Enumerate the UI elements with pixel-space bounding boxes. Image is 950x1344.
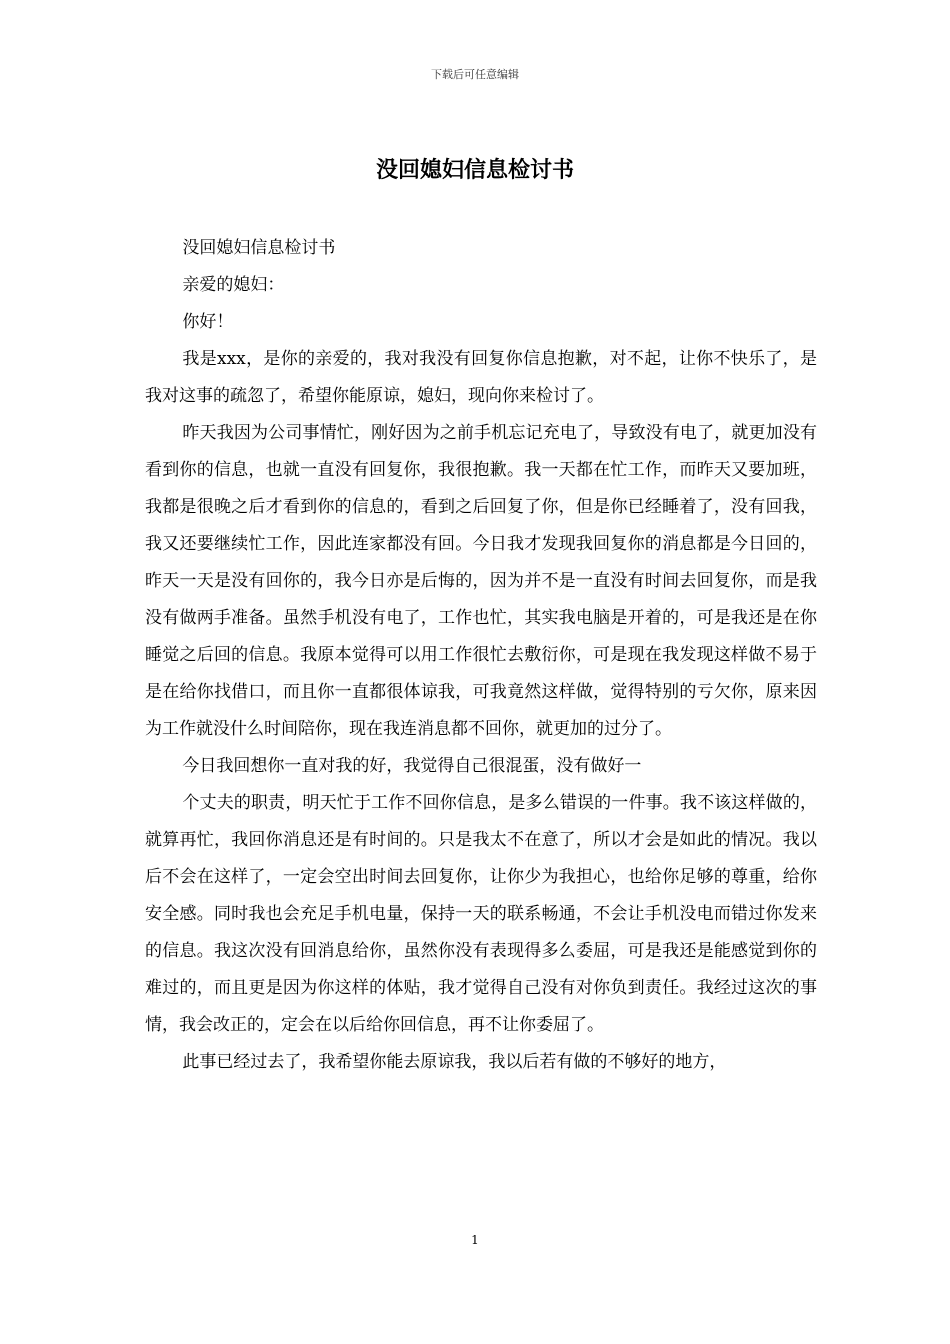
paragraph-greeting: 你好！ xyxy=(182,312,234,332)
paragraph-subtitle: 没回媳妇信息检讨书 xyxy=(182,238,336,258)
paragraph-reflection: 今日我回想你一直对我的好，我觉得自己很混蛋，没有做好一 xyxy=(182,756,642,776)
paragraph-salutation: 亲爱的媳妇： xyxy=(182,275,285,295)
header-note: 下载后可任意编辑 xyxy=(431,68,519,81)
paragraph-promise: 个丈夫的职责，明天忙于工作不回你信息，是多么错误的一件事。我不该这样做的，就算再忙，我回你消息还是有时间的。只是我太不在意了，所以才会是如此的情况。我以后不会在这样了，一定会空出时间去回复你，让你少为我担心，也给你足够的尊重，给你安全感。同时我也会充足手机电量，保持一天的联系畅通，不会让手机没电而错过你发来的信息。我这次没有回消息给你，虽然你没有表现得多么委屈，可是我还是能感觉到你的难过的，而且更是因为你这样的体贴，我才觉得自己没有对你负到责任。我经过这次的事情，我会改正的，定会在以后给你回信息，再不让你委屈了。 xyxy=(145,793,817,1035)
document-body xyxy=(145,230,817,1081)
paragraph-closing: 此事已经过去了，我希望你能去原谅我，我以后若有做的不够好的地方， xyxy=(182,1052,727,1072)
document-title: 没回媳妇信息检讨书 xyxy=(375,157,574,183)
paragraph-intro: 我是xxx，是你的亲爱的，我对我没有回复你信息抱歉，对不起，让你不快乐了，是我对这事的疏忽了，希望你能原谅，媳妇，现向你来检讨了。 xyxy=(145,349,817,406)
paragraph-explanation: 昨天我因为公司事情忙，刚好因为之前手机忘记充电了，导致没有电了，就更加没有看到你的信息，也就一直没有回复你，我很抱歉。我一天都在忙工作，而昨天又要加班，我都是很晚之后才看到你的信息的，看到之后回复了你，但是你已经睡着了，没有回我，我又还要继续忙工作，因此连家都没有回。今日我才发现我回复你的消息都是今日回的，昨天一天是没有回你的，我今日亦是后悔的，因为并不是一直没有时间去回复你，而是我没有做两手准备。虽然手机没有电了，工作也忙，其实我电脑是开着的，可是我还是在你睡觉之后回的信息。我原本觉得可以用工作很忙去敷衍你，可是现在我发现这样做不易于是在给你找借口，而且你一直都很体谅我，可我竟然这样做，觉得特别的亏欠你，原来因为工作就没什么时间陪你，现在我连消息都不回你，就更加的过分了。 xyxy=(145,423,817,739)
page-number: 1 xyxy=(471,1233,479,1247)
